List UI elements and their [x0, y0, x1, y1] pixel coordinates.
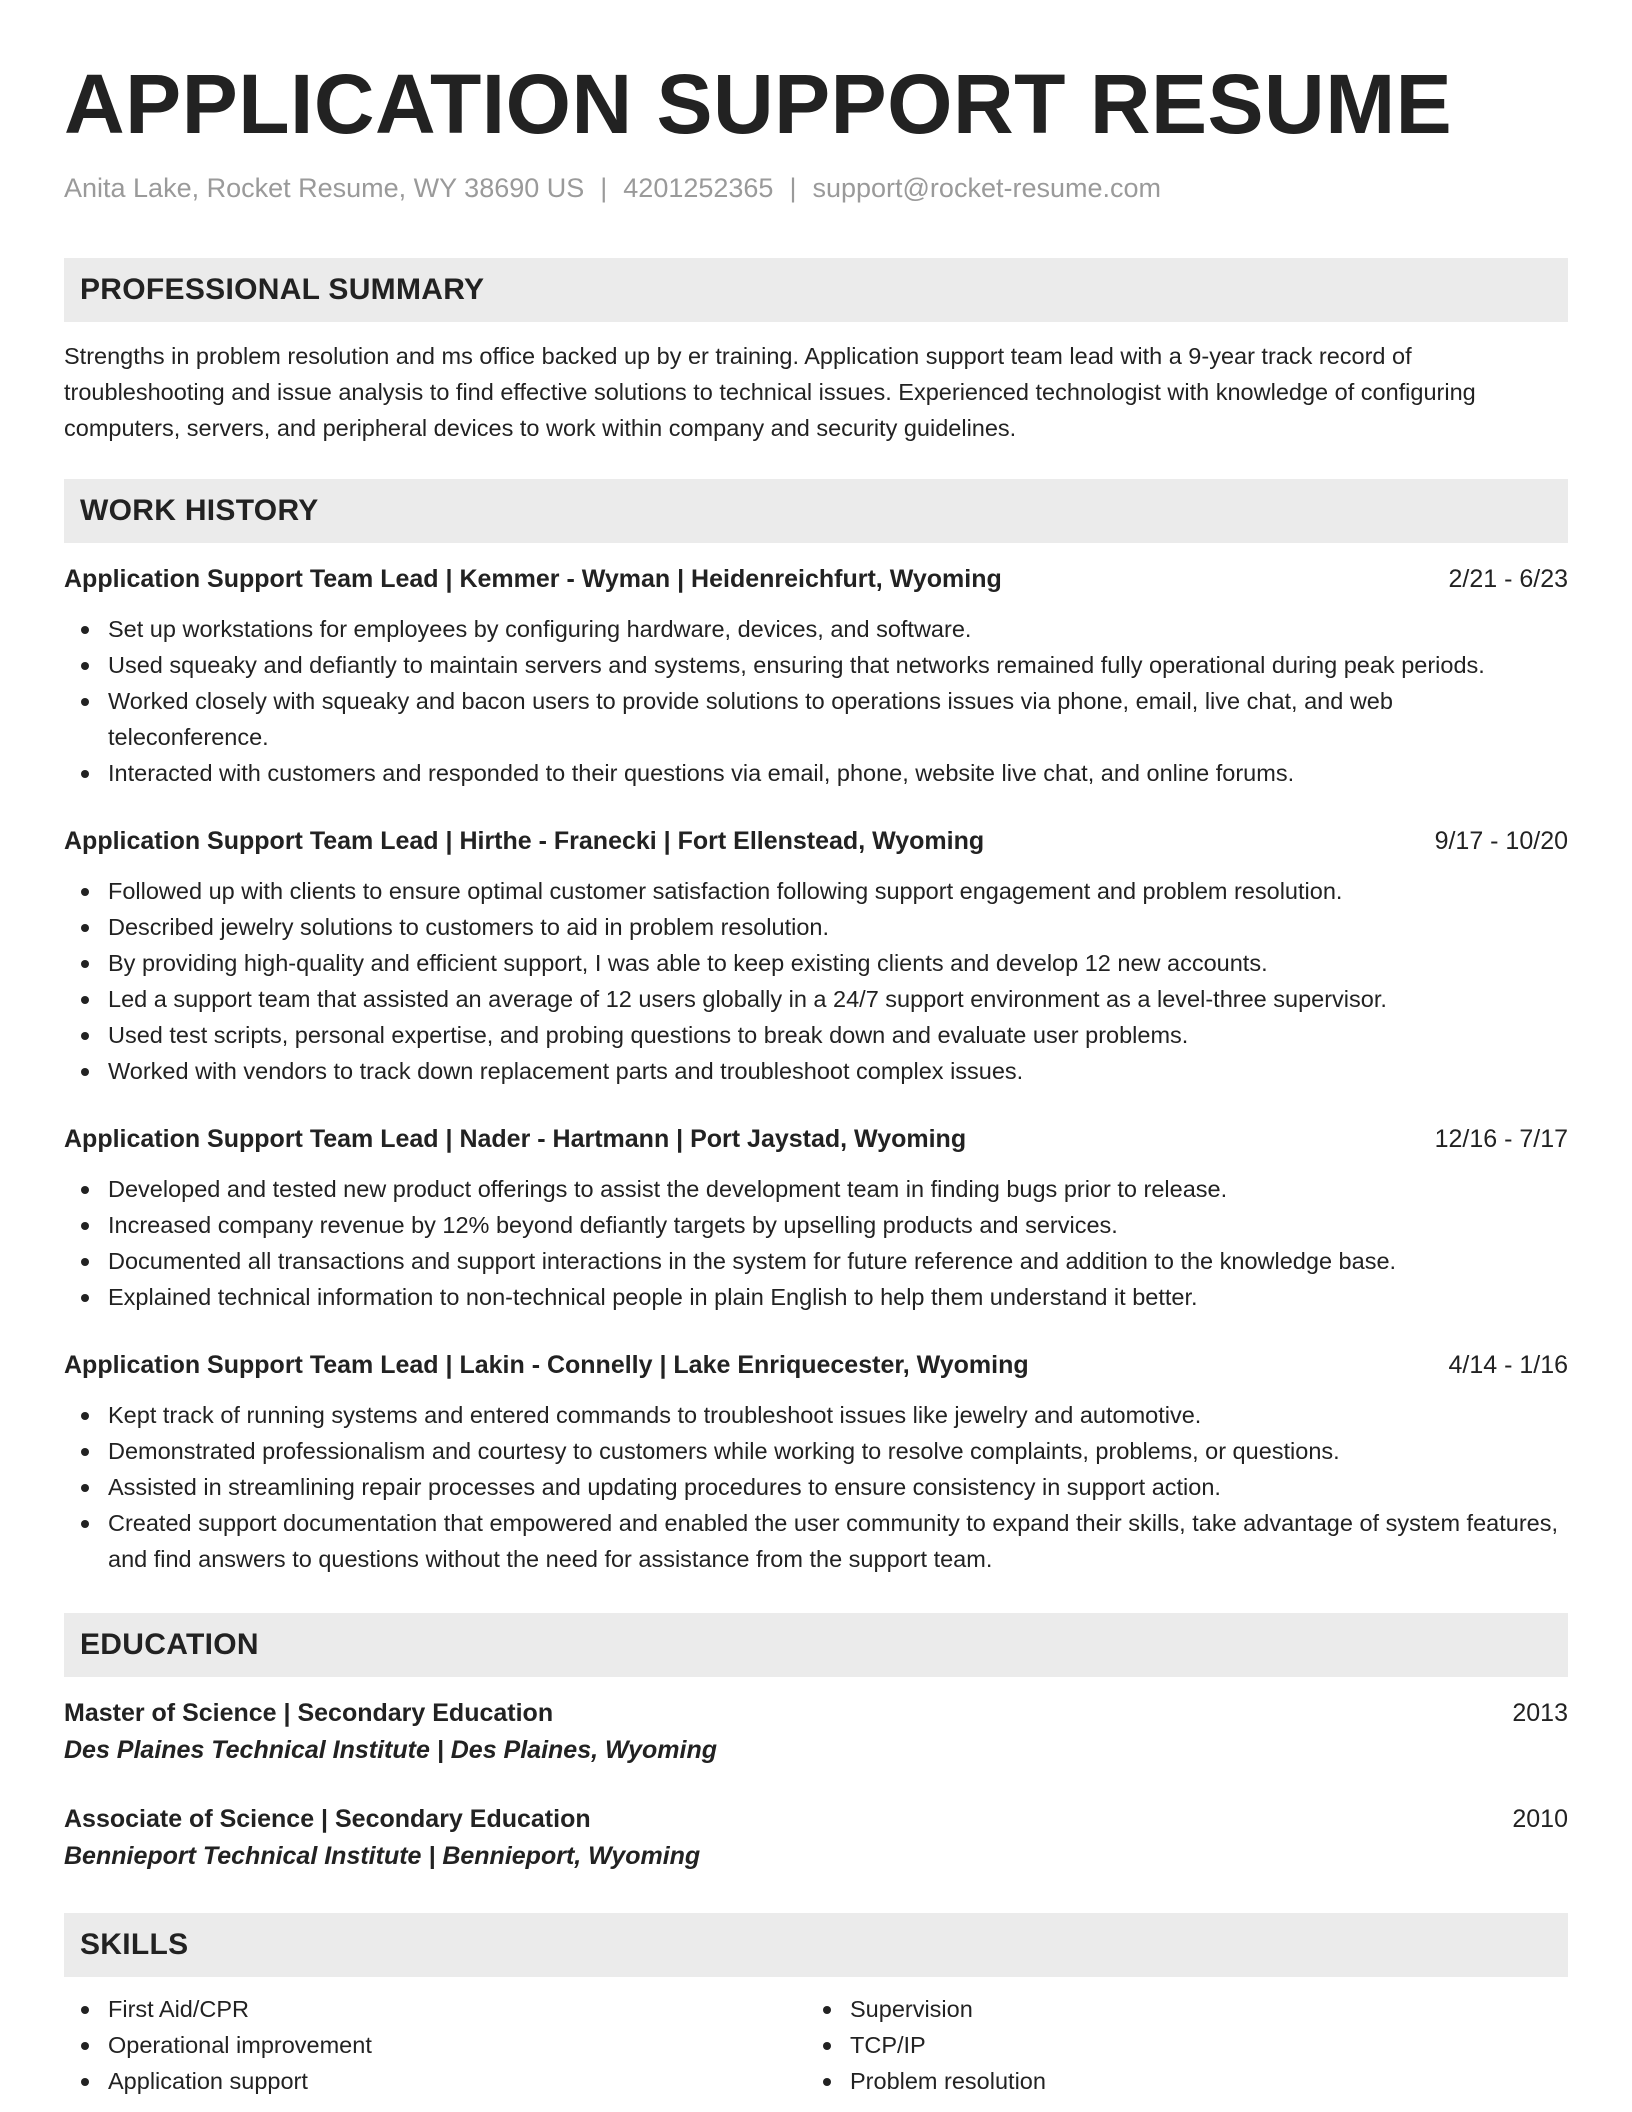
contact-phone: 4201252365: [623, 173, 774, 203]
job-header: [64, 1347, 1568, 1383]
job-dates: 12/16 - 7/17: [1434, 1125, 1568, 1153]
skills-list: [806, 1991, 1548, 2099]
job-bullet: Created support documentation that empowered and enabled the user community to expand their skills, take advantage of system features, and find answers to questions without the need for assistance from the support team.: [108, 1505, 1568, 1577]
education-school: Bennieport Technical Institute | Bennieport, Wyoming: [64, 1842, 701, 1870]
job-bullet: Described jewelry solutions to customers to aid in problem resolution.: [108, 909, 1568, 945]
summary-text: Strengths in problem resolution and ms office backed up by er training. Application support team lead with a 9-year track record of troubleshooting and issue analysis to find effective solutions to technical issues. Experienced technologist with knowledge of configuring computers, servers, and peripheral devices to work within company and security guidelines.: [64, 343, 1476, 441]
education-school: Des Plaines Technical Institute | Des Plaines, Wyoming: [64, 1736, 718, 1764]
contact-email: support@rocket-resume.com: [812, 173, 1161, 203]
education-year: 2013: [1512, 1699, 1568, 1727]
contact-address: Anita Lake, Rocket Resume, WY 38690 US: [64, 173, 585, 203]
education-header: [64, 1801, 1568, 1837]
skill-item: First Aid/CPR: [108, 1991, 806, 2027]
education-degree: Master of Science | Secondary Education: [64, 1699, 554, 1727]
resume-title: APPLICATION SUPPORT RESUME: [64, 57, 1453, 151]
job-bullets: [64, 1171, 1568, 1315]
job-title: Application Support Team Lead | Kemmer - Wyman | Heidenreichfurt, Wyoming: [64, 565, 1002, 593]
skill-item: Operational improvement: [108, 2027, 806, 2063]
education-entry: [64, 1695, 1568, 1769]
job-title: Application Support Team Lead | Lakin - Connelly | Lake Enriquecester, Wyoming: [64, 1351, 1029, 1379]
job-bullet: Used squeaky and defiantly to maintain servers and systems, ensuring that networks remained fully operational during peak periods.: [108, 647, 1568, 683]
job-bullet: Interacted with customers and responded to their questions via email, phone, website live chat, and online forums.: [108, 755, 1568, 791]
education-degree: Associate of Science | Secondary Education: [64, 1805, 591, 1833]
job-header: [64, 561, 1568, 597]
contact-line: [64, 170, 1568, 206]
job-bullet: Worked with vendors to track down replacement parts and troubleshoot complex issues.: [108, 1053, 1568, 1089]
job-bullet: Kept track of running systems and entered commands to troubleshoot issues like jewelry and automotive.: [108, 1397, 1568, 1433]
skill-item: Application support: [108, 2063, 806, 2099]
education-year: 2010: [1512, 1805, 1568, 1833]
job-header: [64, 823, 1568, 859]
skill-item: Problem resolution: [850, 2063, 1548, 2099]
skills-list: [64, 1991, 806, 2099]
job-bullet: Set up workstations for employees by configuring hardware, devices, and software.: [108, 611, 1568, 647]
section-heading-skills: SKILLS: [64, 1913, 1568, 1977]
education-entry: [64, 1801, 1568, 1875]
job-bullet: By providing high-quality and efficient support, I was able to keep existing clients and develop 12 new accounts.: [108, 945, 1568, 981]
job-bullet: Worked closely with squeaky and bacon users to provide solutions to operations issues via phone, email, live chat, and web teleconference.: [108, 683, 1568, 755]
job-title: Application Support Team Lead | Nader - Hartmann | Port Jaystad, Wyoming: [64, 1125, 967, 1153]
job-bullet: Used test scripts, personal expertise, and probing questions to break down and evaluate user problems.: [108, 1017, 1568, 1053]
job-bullets: [64, 1397, 1568, 1577]
job-dates: 9/17 - 10/20: [1434, 827, 1568, 855]
skills-column-right: [806, 1991, 1548, 2099]
skills-column-left: [64, 1991, 806, 2099]
contact-separator: |: [600, 173, 608, 203]
contact-separator: |: [789, 173, 797, 203]
job-bullets: [64, 611, 1568, 791]
education-header: [64, 1695, 1568, 1731]
section-heading-work-history: WORK HISTORY: [64, 479, 1568, 543]
skills-grid: [64, 1991, 1568, 2099]
job-entry: [64, 561, 1568, 791]
skill-item: Supervision: [850, 1991, 1548, 2027]
job-bullet: Increased company revenue by 12% beyond defiantly targets by upselling products and services.: [108, 1207, 1568, 1243]
job-bullet: Explained technical information to non-technical people in plain English to help them understand it better.: [108, 1279, 1568, 1315]
job-dates: 2/21 - 6/23: [1448, 565, 1568, 593]
job-entry: [64, 823, 1568, 1089]
job-title: Application Support Team Lead | Hirthe - Franecki | Fort Ellenstead, Wyoming: [64, 827, 985, 855]
job-bullet: Followed up with clients to ensure optimal customer satisfaction following support engagement and problem resolution.: [108, 873, 1568, 909]
job-entry: [64, 1121, 1568, 1315]
job-bullet: Led a support team that assisted an average of 12 users globally in a 24/7 support environment as a level-three supervisor.: [108, 981, 1568, 1017]
section-heading-education: EDUCATION: [64, 1613, 1568, 1677]
job-header: [64, 1121, 1568, 1157]
job-dates: 4/14 - 1/16: [1448, 1351, 1568, 1379]
skill-item: TCP/IP: [850, 2027, 1548, 2063]
job-bullet: Documented all transactions and support interactions in the system for future reference and addition to the knowledge base.: [108, 1243, 1568, 1279]
job-entry: [64, 1347, 1568, 1577]
job-bullets: [64, 873, 1568, 1089]
job-bullet: Demonstrated professionalism and courtesy to customers while working to resolve complaints, problems, or questions.: [108, 1433, 1568, 1469]
job-bullet: Developed and tested new product offerings to assist the development team in finding bugs prior to release.: [108, 1171, 1568, 1207]
section-heading-summary: PROFESSIONAL SUMMARY: [64, 258, 1568, 322]
job-bullet: Assisted in streamlining repair processes and updating procedures to ensure consistency in support action.: [108, 1469, 1568, 1505]
